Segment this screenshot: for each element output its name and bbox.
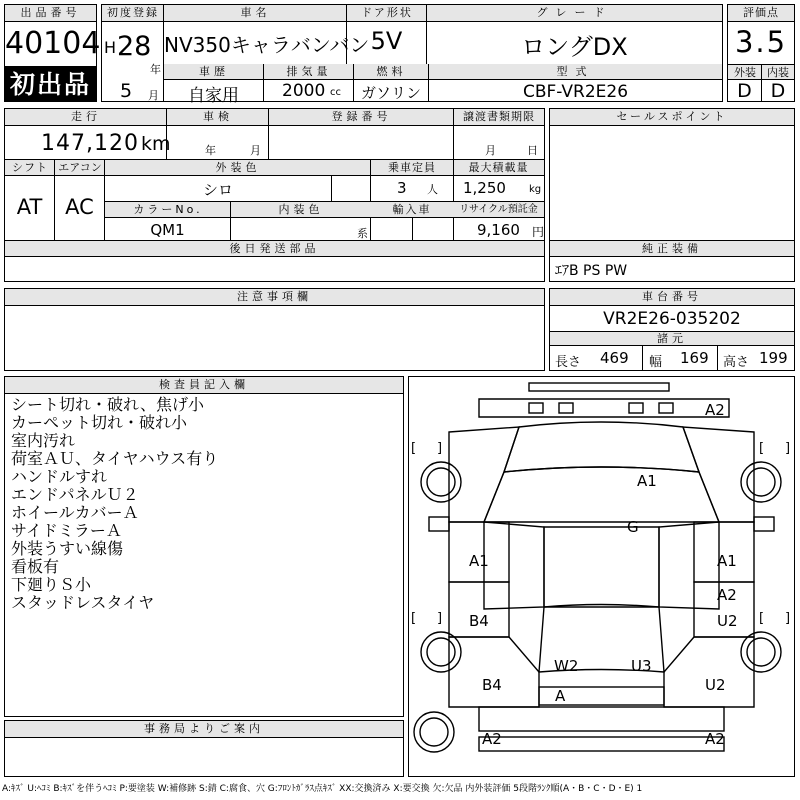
ac-label: エアコン	[55, 160, 105, 176]
rating-box	[727, 4, 795, 102]
first-listing-label: 初出品	[9, 70, 91, 99]
inspection-month-unit: 月	[250, 144, 261, 157]
max-load-label: 最大積載量	[453, 160, 544, 176]
damage-mark: W2	[554, 657, 579, 675]
vehicle-history: 自家用	[188, 86, 239, 106]
first-reg-year: 28	[117, 31, 152, 62]
right-rear-panel	[664, 637, 754, 707]
svg-text:]: ]	[785, 611, 791, 626]
rating-label: 評価点	[728, 5, 794, 22]
inspector-note-line: サイドミラーＡ	[11, 521, 122, 540]
details-box	[4, 108, 545, 241]
damage-mark: G	[627, 518, 639, 536]
vehicle-diagram	[409, 377, 794, 776]
damage-mark: A	[555, 687, 566, 705]
reg-no-label: 登録番号	[269, 109, 454, 126]
damage-mark: U2	[717, 612, 738, 630]
color-label: 外装色	[105, 160, 371, 176]
fuel-label: 燃料	[354, 64, 429, 80]
capacity-unit: 人	[427, 183, 438, 196]
interior-label: 内装	[762, 64, 794, 80]
inspector-note-line: 外装うすい線傷	[11, 539, 124, 558]
color-number: QM1	[150, 221, 185, 239]
displacement-unit: cc	[330, 87, 341, 98]
right-front-panel	[683, 427, 754, 522]
displacement: 2000	[282, 81, 326, 101]
inspector-note-line: スタッドレスタイヤ	[11, 593, 155, 612]
inspector-note-line: 荷室ＡＵ、タイヤハウス有り	[11, 449, 219, 468]
inspector-note-line: 看板有	[11, 557, 60, 576]
svg-text:[: [	[411, 441, 417, 456]
door-label: ドア形状	[347, 5, 427, 22]
name-label: 車名	[164, 5, 347, 22]
mileage: 147,120	[41, 131, 139, 156]
model-label: 型式	[429, 64, 722, 80]
svg-text:]: ]	[785, 441, 791, 456]
front-bumper-outline	[529, 383, 669, 391]
history-label: 車歴	[164, 64, 264, 80]
office-label: 事務局よりご案内	[5, 721, 403, 738]
svg-text:[: [	[411, 611, 417, 626]
vehicle-name: NV350キャラバンバン	[164, 33, 370, 57]
damage-mark: A2	[705, 401, 725, 419]
exterior-label: 外装	[728, 64, 762, 80]
inspector-note-line: 室内汚れ	[11, 431, 76, 450]
inspector-note-line: シート切れ・破れ、焦げ小	[11, 395, 204, 414]
inspector-box	[4, 376, 404, 717]
office-box	[4, 720, 404, 777]
equipment-value: ｴｱB PS PW	[555, 263, 628, 279]
transfer-day-unit: 日	[527, 144, 538, 157]
import-label: 輸入車	[371, 202, 453, 218]
damage-mark: A1	[637, 472, 657, 490]
later-parts-box	[4, 241, 545, 282]
interior-grade: D	[770, 80, 786, 102]
mileage-unit: km	[141, 133, 171, 155]
transfer-label: 譲渡書類期限	[454, 109, 544, 126]
damage-mark: B4	[482, 676, 502, 694]
mileage-label: 走行	[5, 109, 167, 126]
equipment-label: 純正装備	[550, 241, 794, 257]
exterior-color: シロ	[202, 181, 233, 199]
damage-mark: A2	[717, 586, 737, 604]
exterior-grade: D	[737, 80, 752, 102]
height-value: 199	[759, 349, 788, 367]
damage-mark: A1	[717, 552, 737, 570]
damage-mark: A1	[469, 552, 489, 570]
max-load-unit: kg	[529, 184, 542, 195]
damage-mark: B4	[469, 612, 489, 630]
listing-number: 40104	[5, 26, 101, 61]
displacement-label: 排気量	[264, 64, 354, 80]
roof-outline	[544, 527, 659, 607]
fuel: ガソリン	[360, 84, 421, 102]
capacity-label: 乗車定員	[371, 160, 453, 176]
listing-number-label: 出品番号	[5, 5, 96, 22]
inspection-year-unit: 年	[205, 144, 216, 157]
inspector-notes	[11, 396, 218, 612]
first-reg-label: 初度登録	[102, 5, 164, 22]
windshield-outline	[484, 467, 719, 522]
chassis-number: VR2E26-035202	[603, 309, 741, 329]
air-conditioner: AC	[65, 195, 94, 219]
recycle-fee: 9,160	[477, 221, 520, 239]
first-listing-badge	[4, 66, 97, 102]
chassis-label: 車台番号	[550, 289, 794, 306]
listing-number-box	[4, 4, 101, 67]
hood-outline	[504, 422, 699, 472]
model-code: CBF-VR2E26	[522, 82, 629, 102]
sales-points-label: セールスポイント	[550, 109, 794, 126]
recycle-label: リサイクル預託金	[453, 202, 544, 218]
svg-text:[: [	[759, 441, 765, 456]
era: H	[104, 38, 117, 57]
width-label: 幅	[649, 355, 663, 370]
inspector-note-line: カーペット切れ・破れ小	[11, 413, 188, 432]
shift-label: シフト	[5, 160, 55, 176]
color-no-label: カラーNo.	[105, 202, 231, 218]
later-parts-label: 後日発送部品	[5, 241, 544, 257]
first-reg-month: 5	[120, 80, 133, 102]
inspector-label: 検査員記入欄	[5, 377, 403, 394]
shift: AT	[16, 195, 43, 219]
inspection-label: 車検	[167, 109, 269, 126]
damage-diagram-box	[408, 376, 795, 777]
notes-label: 注意事項欄	[5, 289, 544, 306]
equipment-box	[549, 241, 795, 282]
svg-text:[: [	[759, 611, 765, 626]
length-value: 469	[600, 349, 629, 367]
chassis-box	[549, 288, 795, 371]
height-label: 高さ	[723, 355, 750, 370]
inspector-note-line: エンドパネルＵ２	[11, 485, 139, 504]
left-rear-panel	[449, 637, 539, 707]
interior-color-unit: 系	[357, 227, 368, 240]
transfer-month-unit: 月	[485, 144, 496, 157]
rear-step-outline	[479, 737, 724, 751]
rear-bumper-outline	[479, 707, 724, 731]
recycle-unit: 円	[532, 225, 545, 239]
month-unit: 月	[148, 89, 159, 102]
inspector-note-line: ハンドルすれ	[11, 467, 108, 486]
inspector-note-line: ホイールカバーＡ	[11, 503, 139, 522]
svg-text:]: ]	[437, 611, 443, 626]
legend: A:ｷｽﾞ U:ﾍｺﾐ B:ｷｽﾞを伴うﾍｺﾐ P:要塗装 W:補修跡 S:錆 C:腐食、穴 G:ﾌﾛﾝﾄｶﾞﾗｽ点ｷｽﾞ XX:交換済み X:要交換 欠:欠品 内外装評価 5段階ﾗﾝｸ順(A・B・C・D・E) 1	[2, 784, 643, 794]
grade: ロングDX	[521, 33, 628, 61]
notes-box	[4, 288, 545, 371]
capacity: 3	[397, 179, 407, 197]
dims-label: 諸元	[550, 331, 794, 346]
front-panel-outline	[479, 399, 729, 417]
grade-label: グレード	[427, 5, 722, 22]
damage-mark: U2	[705, 676, 726, 694]
rating-score: 3.5	[734, 25, 788, 59]
damage-mark: U3	[631, 657, 652, 675]
length-label: 長さ	[555, 355, 582, 370]
damage-mark: A2	[705, 730, 725, 748]
year-unit: 年	[150, 63, 161, 76]
vehicle-info-box	[101, 4, 723, 106]
damage-mark: A2	[482, 730, 502, 748]
width-value: 169	[680, 349, 709, 367]
sales-points-box	[549, 108, 795, 241]
inspector-note-line: 下廻りＳ小	[11, 575, 92, 594]
door-type: 5V	[370, 27, 403, 55]
svg-text:]: ]	[437, 441, 443, 456]
interior-color-label: 内装色	[231, 202, 371, 218]
max-load: 1,250	[463, 179, 506, 197]
